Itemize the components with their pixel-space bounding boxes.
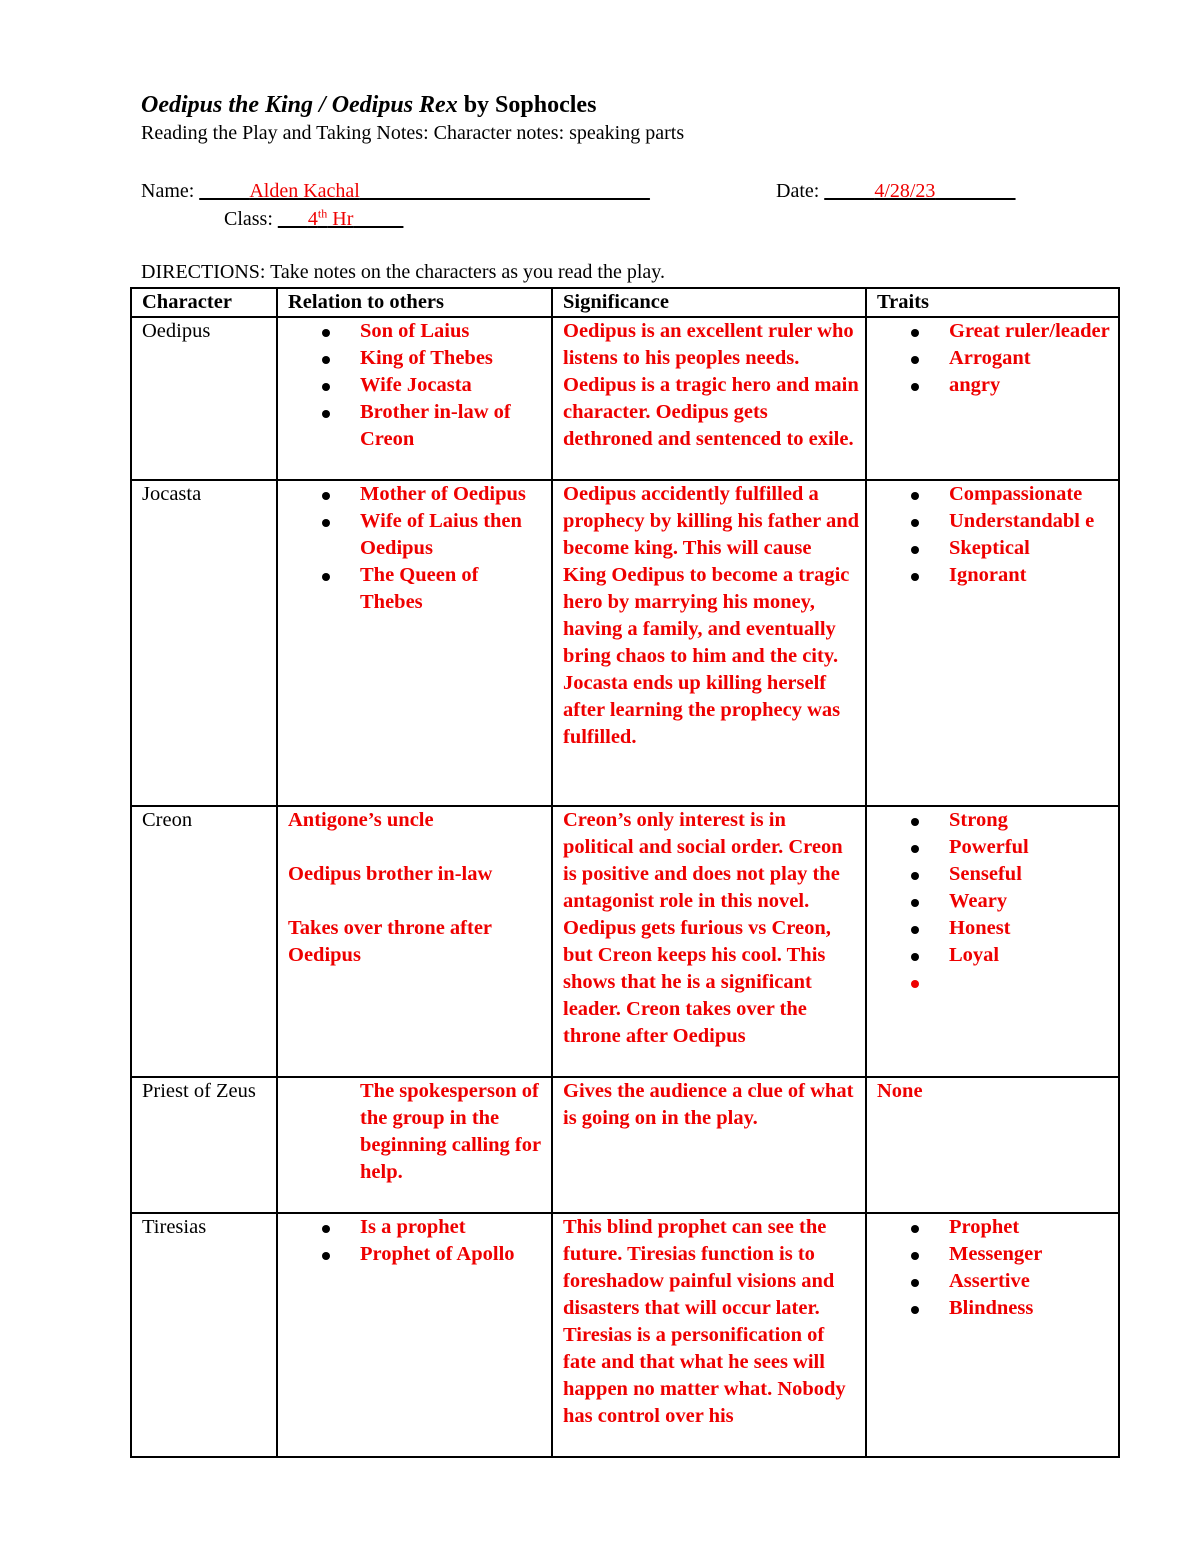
class-field[interactable]: ___4th Hr_____ — [277, 206, 404, 230]
traits-cell[interactable] — [866, 480, 1119, 806]
traits-cell[interactable] — [866, 1213, 1119, 1457]
significance-cell[interactable]: Creon’s only interest is in political and social order. Creon is positive and does not play the antagonist role in this novel. Oedipus gets furious vs Creon, but Creon keeps his cool. This shows that he is a significant leader. Creon takes over the throne after Oedipus — [552, 806, 866, 1077]
significance-cell[interactable]: Oedipus accidently fulfilled a prophecy by killing his father and become king. This will cause King Oedipus to become a tragic hero by marrying his money, having a family, and eventually bring chaos to him and the city. Jocasta ends up killing herself after learning the prophecy was fulfilled. — [552, 480, 866, 806]
name-field[interactable]: _____Alden Kachal_____________________________ — [199, 180, 650, 202]
list-item: Prophet of Apollo — [360, 1241, 545, 1268]
header-relation: Relation to others — [277, 288, 552, 317]
title-italic: Oedipus the King / Oedipus Rex — [141, 92, 458, 118]
document-subtitle: Reading the Play and Taking Notes: Character notes: speaking parts — [141, 122, 685, 144]
list-item: Weary — [949, 888, 1112, 915]
list-item: Strong — [949, 807, 1112, 834]
character-notes-table — [130, 287, 1120, 1458]
header-character: Character — [131, 288, 277, 317]
character-name: Priest of Zeus — [131, 1077, 277, 1213]
list-item: King of Thebes — [360, 345, 545, 372]
relations-cell[interactable] — [277, 480, 552, 806]
table-header-row — [131, 288, 1119, 317]
list-item: Compassionate — [949, 481, 1112, 508]
traits-cell[interactable] — [866, 806, 1119, 1077]
significance-cell[interactable]: Gives the audience a clue of what is going on in the play. — [552, 1077, 866, 1213]
relations-cell[interactable] — [277, 317, 552, 480]
title-author: by Sophocles — [457, 92, 597, 118]
date-line — [776, 180, 1015, 203]
list-item: Assertive — [949, 1268, 1112, 1295]
list-item: Brother in-law of Creon — [360, 399, 545, 453]
list-item: Honest — [949, 915, 1112, 942]
table-row — [131, 1213, 1119, 1457]
list-item: Wife of Laius then Oedipus — [360, 508, 545, 562]
date-field[interactable]: _____4/28/23________ — [824, 180, 1016, 202]
traits-cell[interactable] — [866, 317, 1119, 480]
character-name: Creon — [131, 806, 277, 1077]
character-name: Oedipus — [131, 317, 277, 480]
relation-text: Antigone’s uncle — [288, 809, 434, 831]
relation-text: Oedipus brother in-law — [288, 863, 493, 885]
name-label: Name: — [141, 180, 195, 202]
header-traits: Traits — [866, 288, 1119, 317]
character-name: Jocasta — [131, 480, 277, 806]
relations-cell[interactable] — [277, 806, 552, 1077]
directions: DIRECTIONS: Take notes on the characters as you read the play. — [141, 261, 665, 283]
list-item: Skeptical — [949, 535, 1112, 562]
list-item: Prophet — [949, 1214, 1112, 1241]
list-item: Arrogant — [949, 345, 1112, 372]
relations-cell[interactable] — [277, 1213, 552, 1457]
header-significance: Significance — [552, 288, 866, 317]
relation-text: The spokesperson of the group in the beginning calling for help. — [360, 1080, 541, 1183]
list-item: Blindness — [949, 1295, 1112, 1322]
list-item: Son of Laius — [360, 318, 545, 345]
list-item: Loyal — [949, 942, 1112, 969]
table-row — [131, 317, 1119, 480]
date-value: 4/28/23 — [874, 180, 936, 202]
list-item: Understandabl e — [949, 508, 1112, 535]
list-item: The Queen of Thebes — [360, 562, 545, 616]
list-item: Powerful — [949, 834, 1112, 861]
class-line — [224, 208, 403, 231]
relation-text: Takes over throne after Oedipus — [288, 917, 492, 966]
document-title — [141, 92, 596, 119]
class-label: Class: — [224, 208, 273, 230]
list-item: angry — [949, 372, 1112, 399]
list-item: Great ruler/leader — [949, 318, 1112, 345]
table-row — [131, 1077, 1119, 1213]
list-item: Messenger — [949, 1241, 1112, 1268]
class-value: 4th Hr — [307, 206, 354, 230]
list-item: Wife Jocasta — [360, 372, 545, 399]
relations-cell[interactable] — [277, 1077, 552, 1213]
significance-cell[interactable]: Oedipus is an excellent ruler who listens to his peoples needs. Oedipus is a tragic hero and main character. Oedipus gets dethroned and sentenced to exile. — [552, 317, 866, 480]
empty-bullet — [949, 969, 1112, 996]
list-item: Ignorant — [949, 562, 1112, 589]
traits-cell[interactable]: None — [866, 1077, 1119, 1213]
table-row — [131, 806, 1119, 1077]
date-label: Date: — [776, 180, 820, 202]
table-row — [131, 480, 1119, 806]
significance-cell[interactable]: This blind prophet can see the future. Tiresias function is to foreshadow painful visions and disasters that will occur later. Tiresias is a personification of fate and that what he sees will happen no matter what. Nobody has control over his — [552, 1213, 866, 1457]
list-item: Mother of Oedipus — [360, 481, 545, 508]
name-line — [141, 180, 650, 203]
list-item: Is a prophet — [360, 1214, 545, 1241]
character-name: Tiresias — [131, 1213, 277, 1457]
name-value: Alden Kachal — [249, 180, 360, 202]
list-item: Senseful — [949, 861, 1112, 888]
